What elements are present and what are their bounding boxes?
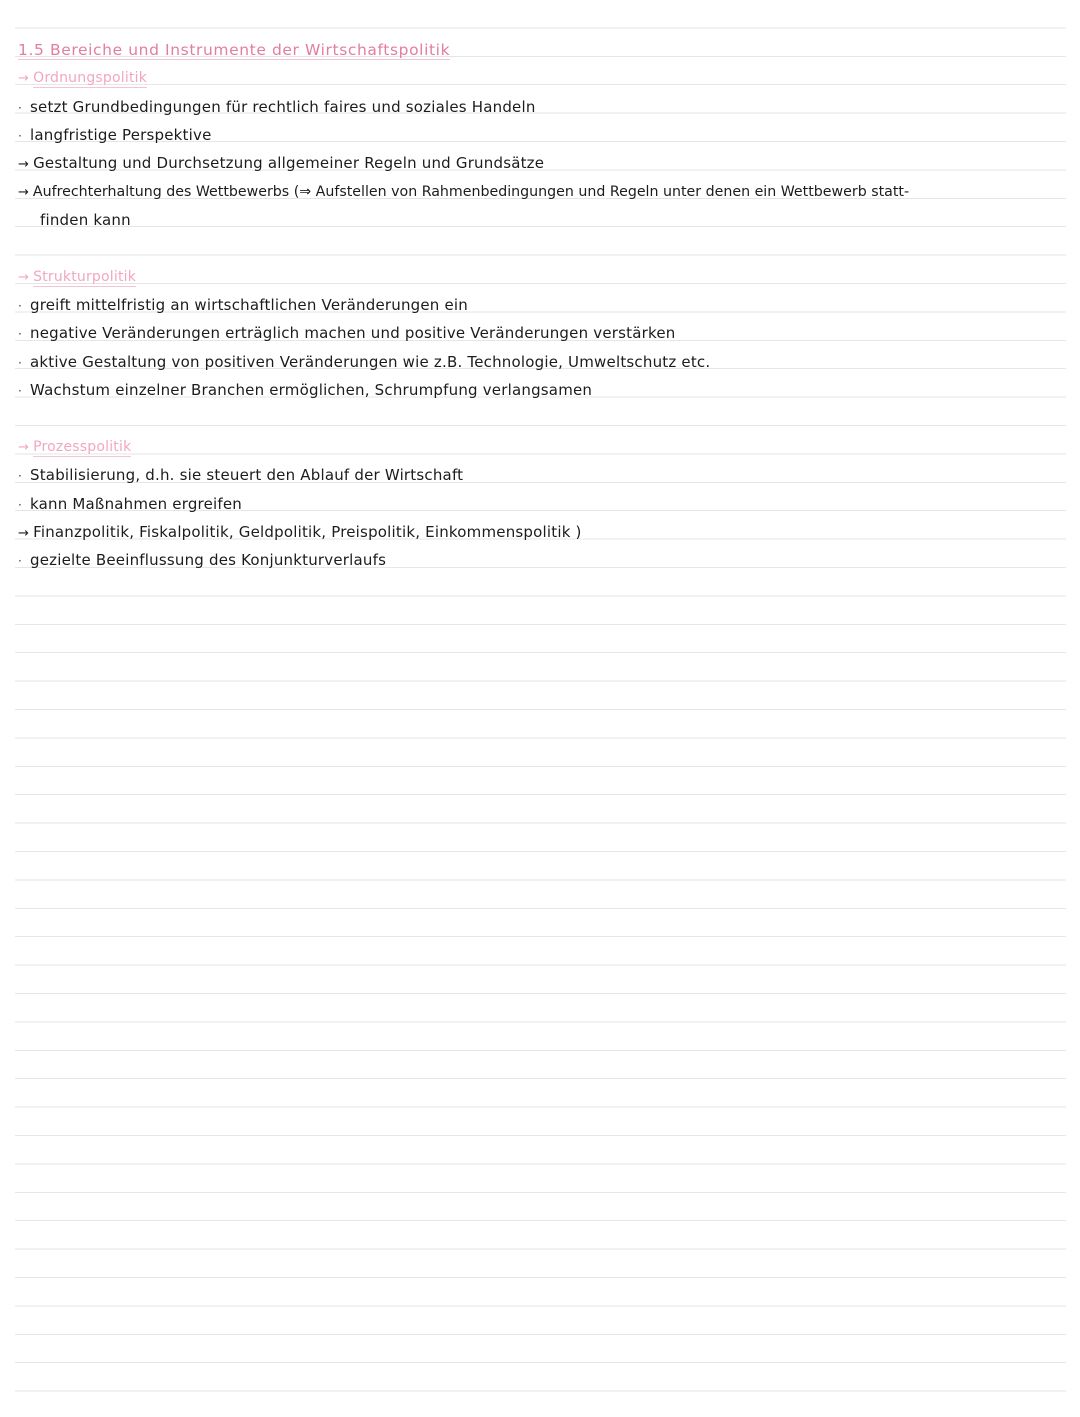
list-item: · gezielte Beeinflussung des Konjunkturverlaufs xyxy=(18,551,387,569)
list-item: · langfristige Perspektive xyxy=(18,126,212,144)
page-margin-left xyxy=(0,0,15,1417)
arrow-icon: → xyxy=(18,185,29,200)
bullet-icon: · xyxy=(18,299,23,313)
list-item: · greift mittelfristig an wirtschaftlichen Veränderungen ein xyxy=(18,296,468,314)
arrow-icon: → xyxy=(18,440,30,455)
arrow-icon: → xyxy=(18,526,30,541)
list-item: · aktive Gestaltung von positiven Veränderungen wie z.B. Technologie, Umweltschutz etc. xyxy=(18,353,711,371)
section-heading-strukturpolitik: → Strukturpolitik xyxy=(18,267,136,288)
page-title xyxy=(18,40,450,60)
arrow-icon: → xyxy=(18,71,30,86)
arrow-icon: → xyxy=(18,270,30,285)
list-item: · Stabilisierung, d.h. sie steuert den Ablauf der Wirtschaft xyxy=(18,466,464,484)
arrow-icon: → xyxy=(18,157,30,172)
list-item: · negative Veränderungen erträglich machen und positive Veränderungen verstärken xyxy=(18,324,676,342)
list-item: · Wachstum einzelner Branchen ermöglichen, Schrumpfung verlangsamen xyxy=(18,381,593,399)
bullet-icon: · xyxy=(18,356,23,370)
page-margin-right xyxy=(1066,0,1080,1417)
bullet-icon: · xyxy=(18,469,23,483)
section-heading-prozesspolitik: → Prozesspolitik xyxy=(18,437,131,458)
bullet-icon: · xyxy=(18,554,23,568)
list-item: → Finanzpolitik, Fiskalpolitik, Geldpolitik, Preispolitik, Einkommenspolitik ) xyxy=(18,522,582,544)
list-item: → Gestaltung und Durchsetzung allgemeiner Regeln und Grundsätze xyxy=(18,153,544,175)
list-item: · setzt Grundbedingungen für rechtlich faires und soziales Handeln xyxy=(18,98,536,116)
list-item: → Aufrechterhaltung des Wettbewerbs (⇒ Aufstellen von Rahmenbedingungen und Regeln unter denen ein Wettbewerb statt- xyxy=(18,182,909,203)
section-heading-ordnungspolitik: → Ordnungspolitik xyxy=(18,68,147,89)
list-item-continuation: finden kann xyxy=(40,211,131,229)
bullet-icon: · xyxy=(18,327,23,341)
bullet-icon: · xyxy=(18,384,23,398)
bullet-icon: · xyxy=(18,129,23,143)
page-title-text: 1.5 Bereiche und Instrumente der Wirtschaftspolitik xyxy=(18,41,451,59)
list-item: · kann Maßnahmen ergreifen xyxy=(18,495,243,513)
bullet-icon: · xyxy=(18,101,23,115)
bullet-icon: · xyxy=(18,498,23,512)
